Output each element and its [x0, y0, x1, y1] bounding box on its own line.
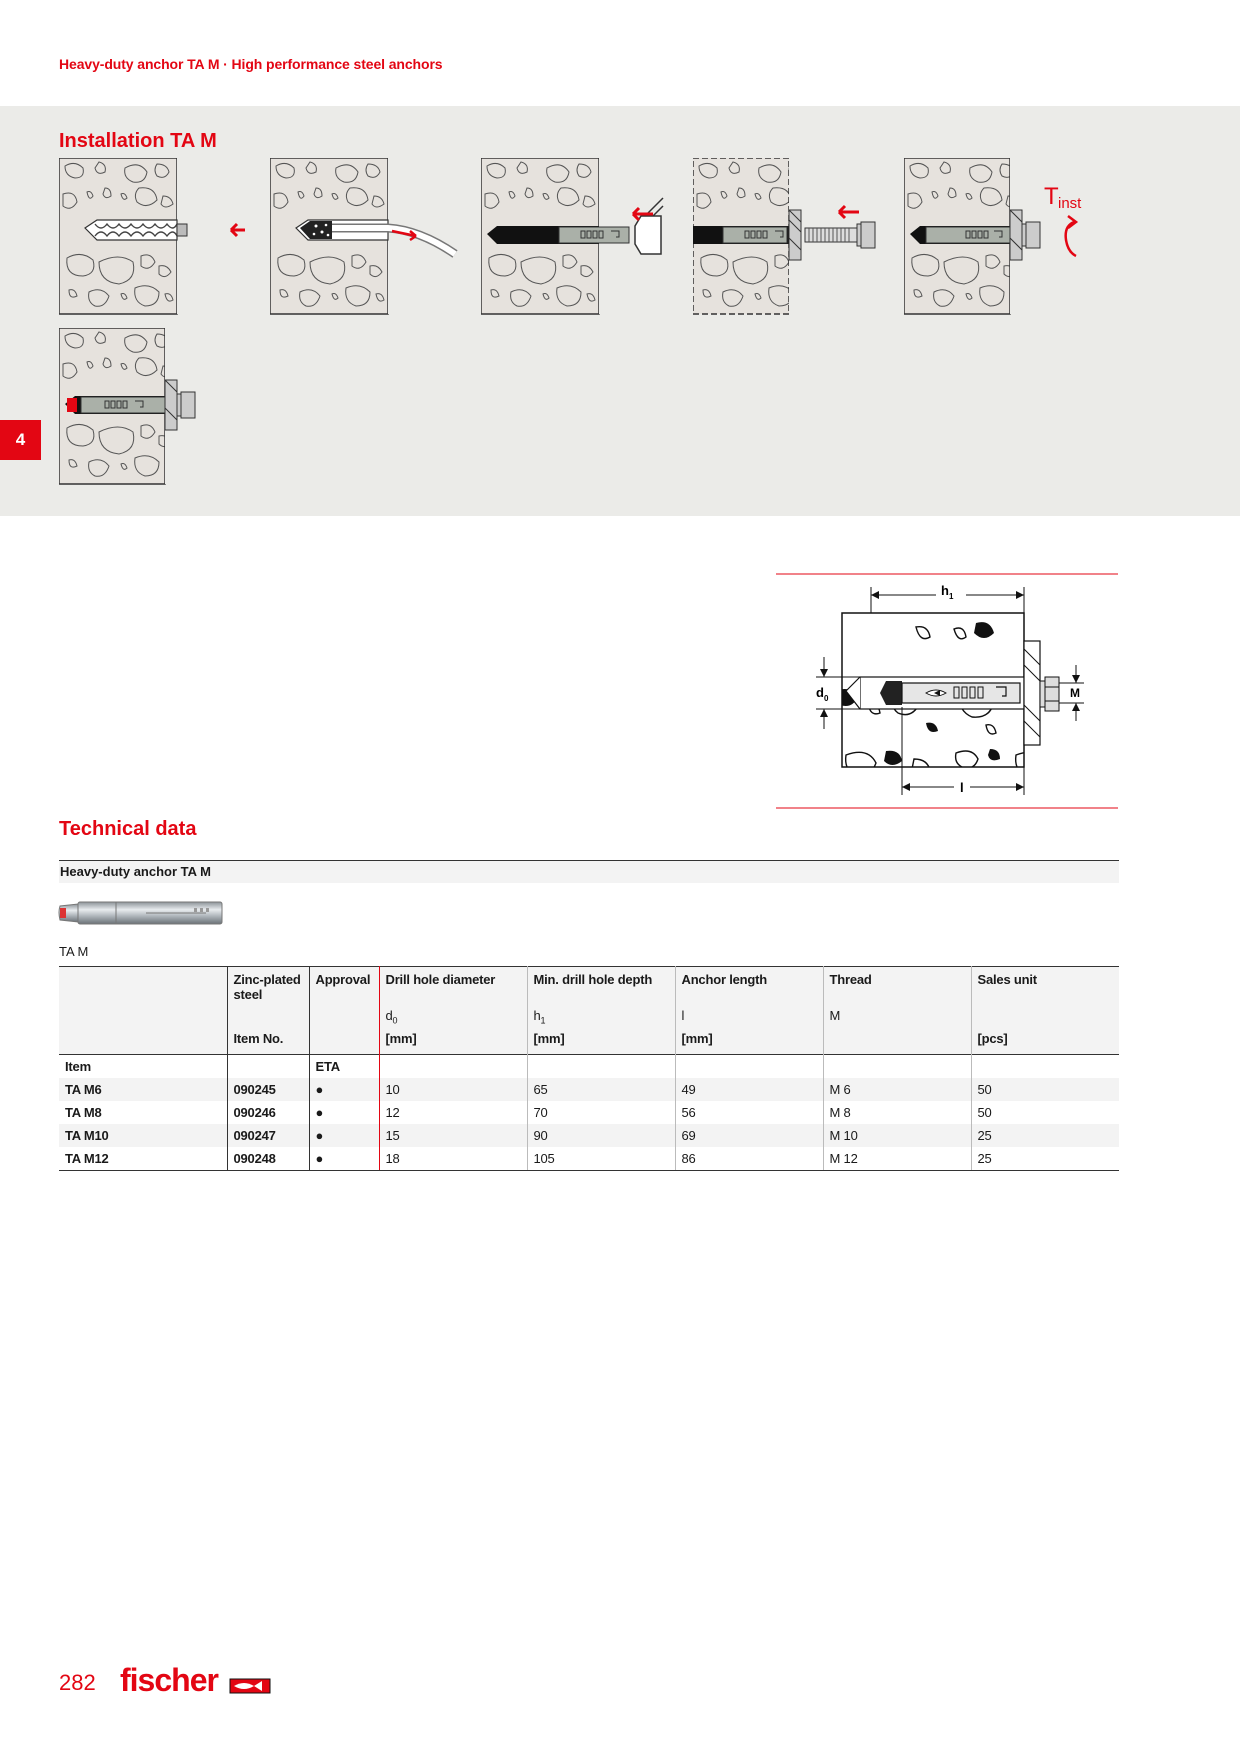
cell-thread: M 10	[823, 1124, 971, 1147]
cell-item: TA M6	[59, 1078, 227, 1101]
m-label: M	[1070, 686, 1080, 700]
header-title: Heavy-duty anchor TA M · High performance steel anchors	[59, 56, 443, 72]
cell-d0: 10	[379, 1078, 527, 1101]
header-zinc-plated-steel: Zinc-plated steel	[227, 967, 309, 1009]
header-sales-unit: Sales unit	[971, 967, 1119, 1009]
h1-subscript: 1	[949, 592, 954, 601]
header-anchor-length: Anchor length	[675, 967, 823, 1009]
install-step-3-insert-image	[481, 158, 671, 318]
table-row	[59, 1124, 1119, 1147]
cell-thread: M 8	[823, 1101, 971, 1124]
technical-data-table	[59, 966, 1119, 1171]
cell-l: 69	[675, 1124, 823, 1147]
dimension-diagram	[776, 573, 1118, 809]
header-approval: Approval	[309, 967, 379, 1009]
cell-sales-unit: 50	[971, 1078, 1119, 1101]
cell-h1: 90	[527, 1124, 675, 1147]
d0-label: d	[816, 685, 824, 700]
unit-d0: [mm]	[379, 1031, 527, 1055]
symbol-h1: $h_1$	[527, 1008, 675, 1031]
h1-label: h	[941, 583, 949, 598]
product-name: Heavy-duty anchor TA M	[60, 864, 211, 879]
cell-item: TA M10	[59, 1124, 227, 1147]
cell-item-no: 090246	[227, 1101, 309, 1124]
cell-approval: ●	[309, 1101, 379, 1124]
header-min-drill-hole-depth: Min. drill hole depth	[527, 967, 675, 1009]
brand-name: fischer	[120, 1662, 218, 1698]
product-name-bar	[59, 860, 1119, 883]
cell-sales-unit: 25	[971, 1147, 1119, 1171]
unit-sales: [pcs]	[971, 1031, 1119, 1055]
cell-h1: 105	[527, 1147, 675, 1171]
cell-l: 56	[675, 1101, 823, 1124]
l-label: l	[960, 780, 964, 795]
cell-sales-unit: 50	[971, 1101, 1119, 1124]
page-number: 282	[59, 1670, 96, 1695]
cell-thread: M 6	[823, 1078, 971, 1101]
header-empty	[59, 967, 227, 1009]
technical-data-heading: Technical data	[59, 818, 197, 840]
symbol-d0: $d_0$	[379, 1008, 527, 1031]
product-photo-caption: TA M	[59, 944, 89, 959]
unit-h1: [mm]	[527, 1031, 675, 1055]
symbol-l: l	[675, 1008, 823, 1031]
install-step-2-clean-image	[270, 158, 460, 318]
table-row	[59, 1101, 1119, 1124]
unit-item-no: Item No.	[227, 1031, 309, 1055]
cell-approval: ●	[309, 1124, 379, 1147]
install-step-6-installed-image	[59, 328, 249, 488]
cell-item-no: 090245	[227, 1078, 309, 1101]
product-photo	[56, 888, 226, 936]
table-row	[59, 1078, 1119, 1101]
table-row	[59, 1147, 1119, 1171]
header-thread: Thread	[823, 967, 971, 1009]
chapter-tab: 4	[0, 420, 41, 460]
cell-item: TA M8	[65, 1105, 102, 1120]
cell-approval: ●	[309, 1078, 379, 1101]
install-step-4-fixture-image	[693, 158, 883, 318]
cell-thread: M 12	[823, 1147, 971, 1171]
cell-item-no: 090247	[227, 1124, 309, 1147]
installation-heading: Installation TA M	[59, 130, 217, 152]
cell-d0: 12	[379, 1101, 527, 1124]
cell-d0: 18	[379, 1147, 527, 1171]
tinst-subscript: inst	[1058, 195, 1082, 212]
cell-item-no: 090248	[227, 1147, 309, 1171]
cell-d0: 15	[379, 1124, 527, 1147]
cell-approval: ●	[309, 1147, 379, 1171]
install-step-5-tighten-image	[904, 158, 1094, 318]
d0-subscript: 0	[824, 694, 829, 703]
cell-item: TA M12	[59, 1147, 227, 1171]
cell-l: 49	[675, 1078, 823, 1101]
unit-l: [mm]	[675, 1031, 823, 1055]
install-step-1-drill-image	[59, 158, 249, 318]
subheader-item: Item	[59, 1055, 227, 1079]
header-drill-hole-diameter: Drill hole diameter	[379, 967, 527, 1009]
cell-l: 86	[675, 1147, 823, 1171]
cell-sales-unit: 25	[971, 1124, 1119, 1147]
cell-h1: 65	[527, 1078, 675, 1101]
tinst-label: T	[1044, 183, 1059, 210]
fischer-logo	[118, 1661, 278, 1706]
subheader-eta: ETA	[309, 1055, 379, 1079]
cell-h1: 70	[527, 1101, 675, 1124]
symbol-m: M	[823, 1008, 971, 1031]
